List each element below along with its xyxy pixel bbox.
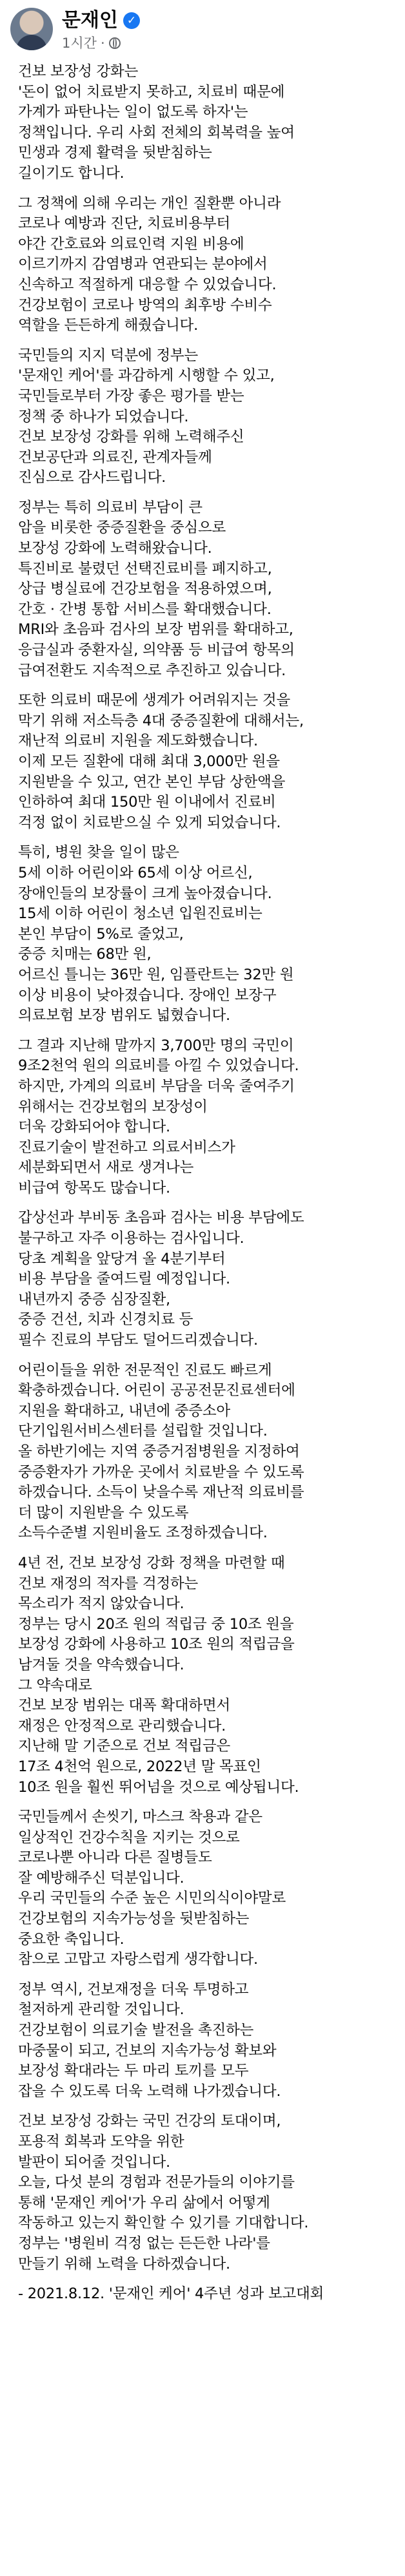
- post-text-line: 확충하겠습니다. 어린이 공공전문진료센터에: [18, 1382, 295, 1399]
- post-text-line: 진료기술이 발전하고 의료서비스가: [18, 1139, 235, 1156]
- post-text-line: 본인 부담이 5%로 줄었고,: [18, 925, 184, 943]
- post-text-line: 하지만, 가계의 의료비 부담을 더욱 줄여주기: [18, 1077, 295, 1095]
- post-text-line: 건보 보장 범위는 대폭 확대하면서: [18, 1697, 230, 1715]
- post-text-line: 지난해 말 기준으로 건보 적립금은: [18, 1738, 230, 1755]
- post-text-line: 건보 보장성 강화는 국민 건강의 토대이며,: [18, 2113, 281, 2130]
- post-text-line: 위해서는 건강보험의 보장성이: [18, 1098, 208, 1115]
- post-text-line: 9조2천억 원의 의료비를 아낄 수 있었습니다.: [18, 1057, 299, 1075]
- post-paragraph: [18, 346, 392, 488]
- post-text-line: 남겨둘 것을 약속했습니다.: [18, 1656, 184, 1673]
- separator-dot: ·: [100, 35, 105, 51]
- post-text-line: 세분화되면서 새로 생겨나는: [18, 1159, 194, 1177]
- post-text-line: 일상적인 건강수칙을 지키는 것으로: [18, 1829, 240, 1846]
- post-text-line: 보장성 확대라는 두 마리 토끼를 모두: [18, 2062, 249, 2080]
- post-text-line: 코로나 예방과 진단, 치료비용부터: [18, 215, 230, 233]
- post-text-line: 역할을 든든하게 해줬습니다.: [18, 317, 198, 334]
- post-text-line: 올 하반기에는 지역 중증거점병원을 지정하여: [18, 1443, 300, 1460]
- author-name[interactable]: [62, 9, 140, 32]
- post-text-line: 건보 보장성 강화는: [18, 63, 138, 80]
- post-text-line: 만들기 위해 노력을 다하겠습니다.: [18, 2255, 230, 2273]
- post-text-line: 국민들로부터 가장 좋은 평가를 받는: [18, 387, 244, 405]
- post-text-line: 국민들의 지지 덕분에 정부는: [18, 347, 198, 364]
- post-text-line: 건보 재정의 적자를 걱정하는: [18, 1575, 198, 1592]
- post-text-line: 오늘, 다섯 분의 경험과 전문가들의 이야기를: [18, 2174, 295, 2191]
- post-text-line: 건강보험이 의료기술 발전을 촉진하는: [18, 2022, 254, 2039]
- post-text-line: 코로나뿐 아니라 다른 질병들도: [18, 1849, 212, 1867]
- post-text-line: 건보 보장성 강화를 위해 노력해주신: [18, 428, 244, 446]
- post-text-line: 정부는 당시 20조 원의 적립금 중 10조 원을: [18, 1615, 294, 1633]
- post-body: [18, 62, 392, 2314]
- post-text-line: 건강보험의 지속가능성을 뒷받침하는: [18, 1910, 250, 1928]
- post-text-line: 건보공단과 의료진, 관계자들께: [18, 448, 212, 466]
- post-text-line: - 2021.8.12. '문재인 케어' 4주년 성과 보고대회: [18, 2285, 324, 2303]
- post-text-line: 통해 '문재인 케어'가 우리 삶에서 어떻게: [18, 2194, 270, 2211]
- avatar[interactable]: [10, 8, 53, 50]
- post-text-line: 지원을 확대하고, 내년에 중증소아: [18, 1402, 230, 1419]
- post-text-line: 중증 건선, 치과 신경치료 등: [18, 1311, 193, 1329]
- post-text-line: 정부 역시, 건보재정을 더욱 투명하고: [18, 1981, 249, 1998]
- post-text-line: 10조 원을 훨씬 뛰어넘을 것으로 예상됩니다.: [18, 1778, 299, 1796]
- post-paragraph: [18, 691, 392, 833]
- post-text-line: 17조 4천억 원으로, 2022년 말 목표인: [18, 1758, 261, 1775]
- post-text-line: 목소리가 적지 않았습니다.: [18, 1595, 184, 1613]
- post-text-line: 포용적 회복과 도약을 위한: [18, 2133, 184, 2150]
- post-text-line: '문재인 케어'를 과감하게 시행할 수 있고,: [18, 367, 275, 385]
- post-text-line: 비용 부담을 줄여드릴 예정입니다.: [18, 1271, 230, 1288]
- post-text-line: 국민들께서 손씻기, 마스크 착용과 같은: [18, 1809, 262, 1826]
- post-text-line: 특히, 병원 찾을 일이 많은: [18, 844, 179, 861]
- post-text-line: 재정은 안정적으로 관리했습니다.: [18, 1717, 226, 1735]
- post-text-line: 간호 · 간병 통합 서비스를 확대했습니다.: [18, 601, 272, 618]
- post-paragraph: [18, 843, 392, 1026]
- post-text-line: 장애인들의 보장률이 크게 높아졌습니다.: [18, 885, 272, 902]
- post-text-line: 불구하고 자주 이용하는 검사입니다.: [18, 1230, 244, 1247]
- post-text-line: 어르신 틀니는 36만 원, 임플란트는 32만 원: [18, 966, 294, 983]
- post-text-line: 중요한 축입니다.: [18, 1930, 124, 1948]
- post-text-line: 내년까지 중증 심장질환,: [18, 1291, 170, 1308]
- post-paragraph: [18, 1208, 392, 1350]
- post-paragraph: [18, 1361, 392, 1544]
- post-text-line: 암을 비롯한 중증질환을 중심으로: [18, 519, 226, 537]
- post-text-line: 그 약속대로: [18, 1677, 92, 1694]
- post-text-line: 15세 이하 어린이 청소년 입원진료비는: [18, 905, 262, 923]
- post-text-line: 발판이 되어줄 것입니다.: [18, 2153, 170, 2171]
- post-text-line: 정책입니다. 우리 사회 전체의 회복력을 높여: [18, 124, 295, 141]
- post-text-line: 중증환자가 가까운 곳에서 치료받을 수 있도록: [18, 1463, 304, 1481]
- post-text-line: 신속하고 적절하게 대응할 수 있었습니다.: [18, 276, 277, 293]
- post-text-line: 잘 예방해주신 덕분입니다.: [18, 1869, 184, 1887]
- post-text-line: 야간 간호료와 의료인력 지원 비용에: [18, 235, 244, 253]
- post-text-line: '돈이 없어 치료받지 못하고, 치료비 때문에: [18, 83, 285, 101]
- post-header: [0, 0, 405, 58]
- post-text-line: 막기 위해 저소득층 4대 중증질환에 대해서는,: [18, 712, 304, 729]
- post-text-line: 이제 모든 질환에 대해 최대 3,000만 원을: [18, 753, 280, 770]
- post-text-line: 우리 국민들의 수준 높은 시민의식이야말로: [18, 1890, 286, 1907]
- post-text-line: 지원받을 수 있고, 연간 본인 부담 상한액을: [18, 773, 286, 791]
- post-text-line: 당초 계획을 앞당겨 올 4분기부터: [18, 1250, 226, 1267]
- post-text-line: 민생과 경제 활력을 뒷받침하는: [18, 144, 212, 162]
- post-text-line: 비급여 항목도 많습니다.: [18, 1179, 170, 1197]
- post-text-line: 잡을 수 있도록 더욱 노력해 나가겠습니다.: [18, 2082, 281, 2100]
- post-text-line: 중증 치매는 68만 원,: [18, 946, 152, 963]
- post-text-line: 인하하여 최대 150만 원 이내에서 진료비: [18, 794, 276, 811]
- post-text-line: 마중물이 되고, 건보의 지속가능성 확보와: [18, 2042, 277, 2059]
- post-text-line: 보장성 강화에 노력해왔습니다.: [18, 540, 212, 557]
- post-text-line: 더 많이 지원받을 수 있도록: [18, 1504, 189, 1521]
- post-paragraph: [18, 2111, 392, 2274]
- post-text-line: 진심으로 감사드립니다.: [18, 469, 166, 486]
- post-text-line: 어린이들을 위한 전문적인 진료도 빠르게: [18, 1361, 272, 1379]
- post-paragraph: [18, 498, 392, 681]
- post-text-line: 보장성 강화에 사용하고 10조 원의 적립금을: [18, 1636, 295, 1653]
- post-text-line: 재난적 의료비 지원을 제도화했습니다.: [18, 733, 258, 750]
- post-text-line: 소득수준별 지원비율도 조정하겠습니다.: [18, 1524, 268, 1542]
- post-text-line: 단기입원서비스센터를 설립할 것입니다.: [18, 1423, 268, 1440]
- post-text-line: 응급실과 중환자실, 의약품 등 비급여 항목의: [18, 642, 295, 659]
- post-text-line: 특진비로 불렸던 선택진료비를 폐지하고,: [18, 560, 272, 577]
- post-text-line: 또한 의료비 때문에 생계가 어려워지는 것을: [18, 692, 290, 709]
- post-text-line: 의료보험 보장 범위도 넓혔습니다.: [18, 1007, 230, 1024]
- post-text-line: 이상 비용이 낮아졌습니다. 장애인 보장구: [18, 986, 277, 1004]
- post-paragraph: [18, 194, 392, 336]
- post-text-line: 걱정 없이 치료받으실 수 있게 되었습니다.: [18, 814, 281, 831]
- globe-icon[interactable]: [109, 37, 121, 49]
- post-text-line: 정부는 특히 의료비 부담이 큰: [18, 499, 202, 516]
- post-text-line: 그 정책에 의해 우리는 개인 질환뿐 아니라: [18, 195, 281, 212]
- post-text-line: 갑상선과 부비동 초음파 검사는 비용 부담에도: [18, 1209, 304, 1227]
- verified-badge-icon: ✓: [123, 12, 140, 29]
- post-text-line: 작동하고 있는지 확인할 수 있기를 기대합니다.: [18, 2215, 309, 2232]
- post-text-line: 그 결과 지난해 말까지 3,700만 명의 국민이: [18, 1037, 294, 1054]
- author-name-text[interactable]: 문재인: [62, 9, 118, 32]
- post-text-line: 참으로 고맙고 자랑스럽게 생각합니다.: [18, 1951, 258, 1968]
- post-text-line: 필수 진료의 부담도 덜어드리겠습니다.: [18, 1332, 258, 1349]
- post-time[interactable]: 1시간: [62, 35, 97, 51]
- post-text-line: 길이기도 합니다.: [18, 164, 124, 182]
- post-text-line: MRI와 초음파 검사의 보장 범위를 확대하고,: [18, 621, 293, 639]
- post-text-line: 급여전환도 지속적으로 추진하고 있습니다.: [18, 662, 286, 679]
- post-meta: [62, 35, 121, 52]
- post-text-line: 5세 이하 어린이와 65세 이상 어르신,: [18, 864, 253, 881]
- post-paragraph: [18, 62, 392, 184]
- post-text-line: 건강보험이 코로나 방역의 최후방 수비수: [18, 296, 272, 314]
- post-text-line: 정책 중 하나가 되었습니다.: [18, 408, 189, 425]
- post-paragraph: [18, 1036, 392, 1199]
- post-text-line: 가계가 파탄나는 일이 없도록 하자'는: [18, 104, 248, 121]
- post-text-line: 철저하게 관리할 것입니다.: [18, 2001, 184, 2019]
- post-text-line: 4년 전, 건보 보장성 강화 정책을 마련할 때: [18, 1554, 285, 1572]
- post-paragraph: [18, 1980, 392, 2102]
- post-text-line: 상급 병실료에 건강보험을 적용하였으며,: [18, 581, 272, 598]
- post-paragraph: [18, 2284, 392, 2305]
- post-text-line: 하겠습니다. 소득이 낮을수록 재난적 의료비를: [18, 1484, 304, 1501]
- post-text-line: 정부는 '병원비 걱정 없는 든든한 나라'를: [18, 2235, 270, 2252]
- post-paragraph: [18, 1807, 392, 1970]
- post-paragraph: [18, 1553, 392, 1798]
- post-text-line: 더욱 강화되어야 합니다.: [18, 1119, 170, 1136]
- post-text-line: 이르기까지 감염병과 연관되는 분야에서: [18, 256, 268, 273]
